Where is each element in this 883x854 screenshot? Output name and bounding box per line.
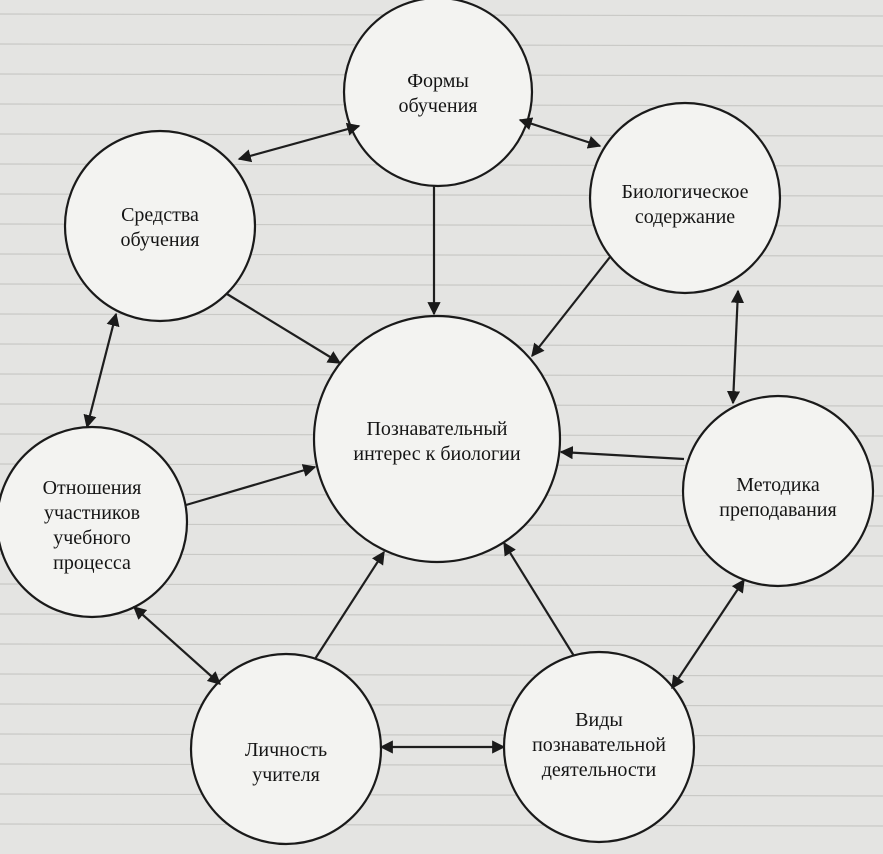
node-center-line-1: Познавательный (366, 418, 508, 440)
node-otnosheniya-line-3: учебного (53, 527, 131, 549)
node-otnosheniya-line-2: участников (43, 502, 141, 524)
node-sredstva-line-2: обучения (120, 229, 200, 251)
node-metodika-line-2: преподавания (719, 499, 837, 521)
node-metodika (688, 473, 868, 523)
node-lichnost-line-1: Личность (244, 739, 328, 761)
node-vidy-line-3: деятельности (541, 759, 657, 781)
node-bio-line-1: Биологическое (621, 181, 749, 203)
edge-otnosheniya-lichnost (134, 607, 220, 684)
node-metodika-line-1: Методика (736, 474, 820, 496)
node-center (322, 417, 552, 467)
edge-bio-center (532, 257, 610, 356)
edge-metodika-center (561, 452, 684, 459)
node-formy (348, 69, 528, 119)
node-sredstva-line-1: Средства (121, 204, 199, 226)
edge-sredstva-center (227, 294, 340, 363)
node-vidy-line-1: Виды (575, 709, 623, 731)
node-center-line-2: интерес к биологии (353, 443, 521, 465)
node-formy-line-1: Формы (407, 70, 469, 92)
node-lichnost (196, 738, 376, 788)
node-bio-line-2: содержание (634, 206, 736, 228)
node-lichnost-line-2: учителя (252, 764, 320, 786)
edge-vidy-center (504, 543, 574, 656)
node-formy-line-2: обучения (398, 95, 478, 117)
node-sredstva (70, 203, 250, 253)
node-vidy (509, 708, 689, 783)
edge-formy-sredstva (239, 126, 359, 159)
edge-bio-metodika (733, 291, 738, 403)
edge-otnosheniya-center (186, 467, 315, 505)
edge-sredstva-otnosheniya (87, 314, 116, 427)
node-bio (595, 180, 775, 230)
edge-metodika-vidy (672, 580, 744, 688)
node-otnosheniya (2, 476, 182, 576)
node-otnosheniya-line-4: процесса (53, 552, 131, 574)
edge-formy-bio (520, 120, 600, 146)
node-otnosheniya-line-1: Отношения (42, 477, 142, 499)
edge-lichnost-center (315, 552, 384, 659)
node-vidy-line-2: познавательной (532, 734, 666, 756)
